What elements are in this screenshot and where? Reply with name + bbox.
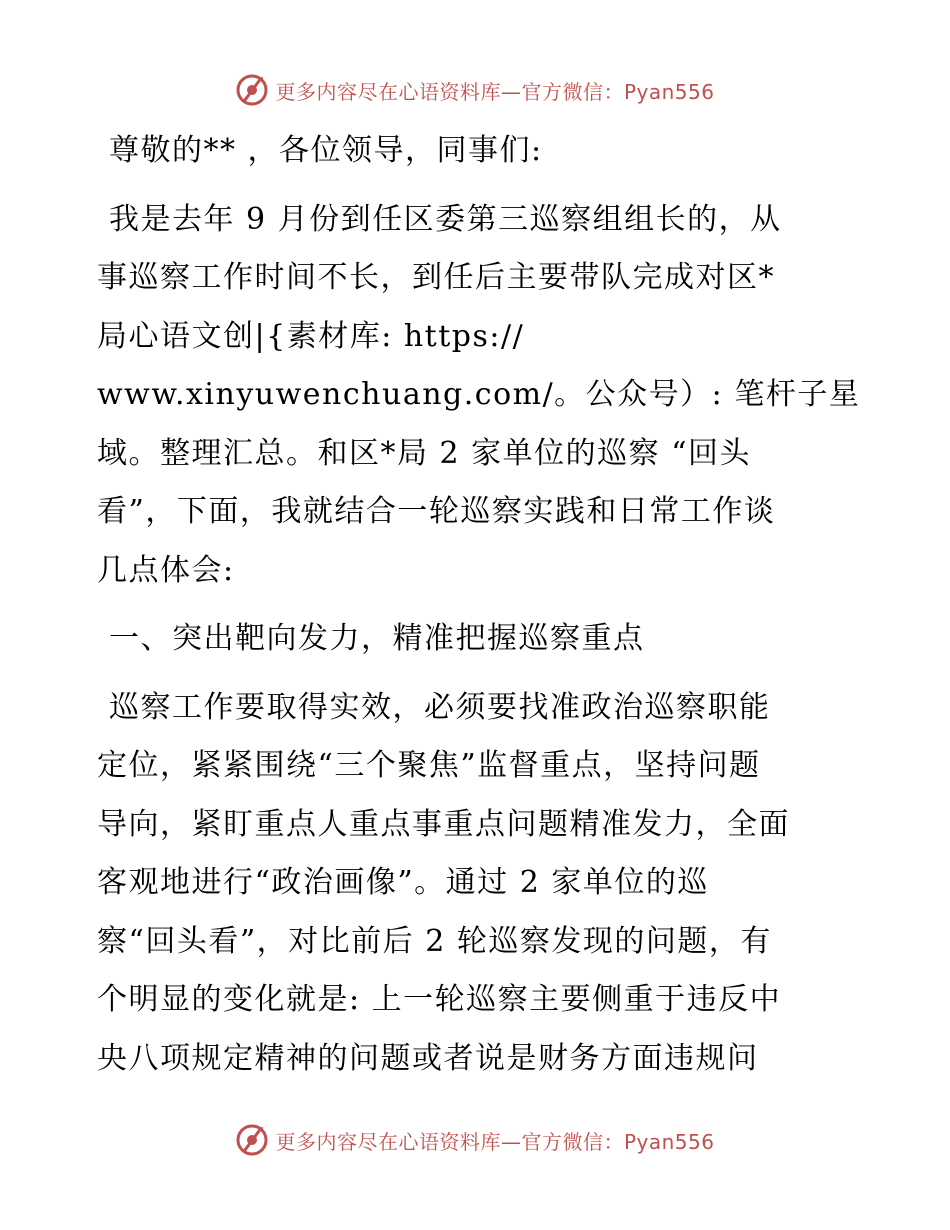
text-line: 我是去年 9 月份到任区委第三巡察组组长的，从	[109, 201, 782, 237]
section-heading	[97, 610, 857, 669]
text-line: 几点体会:	[97, 552, 235, 588]
header-banner-content	[235, 73, 714, 107]
text-line: 局心语文创|{素材库: https://	[97, 318, 525, 354]
pen-logo-icon	[235, 1123, 269, 1157]
footer-banner-content	[235, 1123, 714, 1157]
document-body	[97, 122, 861, 1088]
text-line: 事巡察工作时间不长，到任后主要带队完成对区*	[97, 260, 775, 295]
text-line: 域。整理汇总。和区*局 2 家单位的巡察 “回头	[97, 435, 752, 471]
header-banner	[0, 70, 950, 110]
text-line: 察“回头看”，对比前后 2 轮巡察发现的问题，有	[97, 923, 772, 959]
salutation-paragraph	[97, 122, 857, 181]
pen-logo-icon	[235, 73, 269, 107]
text-line: 看”，下面，我就结合一轮巡察实践和日常工作谈	[97, 494, 776, 529]
text-line: 个明显的变化就是: 上一轮巡察主要侧重于违反中	[97, 982, 782, 1017]
heading-line: 一、突出靶向发力，精准把握巡察重点	[109, 621, 645, 656]
header-banner-text: 更多内容尽在心语资料库—官方微信：Pyan556	[275, 79, 715, 104]
text-line: 客观地进行“政治画像”。通过 2 家单位的巡	[97, 865, 709, 900]
text-line: 定位，紧紧围绕“三个聚焦”监督重点，坚持问题	[97, 748, 761, 783]
footer-banner	[0, 1120, 950, 1160]
text-line: 巡察工作要取得实效，必须要找准政治巡察职能	[109, 689, 771, 725]
text-line: 央八项规定精神的问题或者说是财务方面违规问	[97, 1040, 759, 1076]
footer-banner-text: 更多内容尽在心语资料库—官方微信：Pyan556	[275, 1129, 715, 1154]
body-paragraph	[97, 679, 857, 1089]
text-line: www.xinyuwenchuang.com/。公众号）: 笔杆子星	[97, 377, 861, 412]
text-line: 尊敬的** ，各位领导，同事们:	[109, 133, 543, 168]
text-line: 导向，紧盯重点人重点事重点问题精准发力，全面	[97, 806, 790, 842]
intro-paragraph	[97, 191, 861, 601]
